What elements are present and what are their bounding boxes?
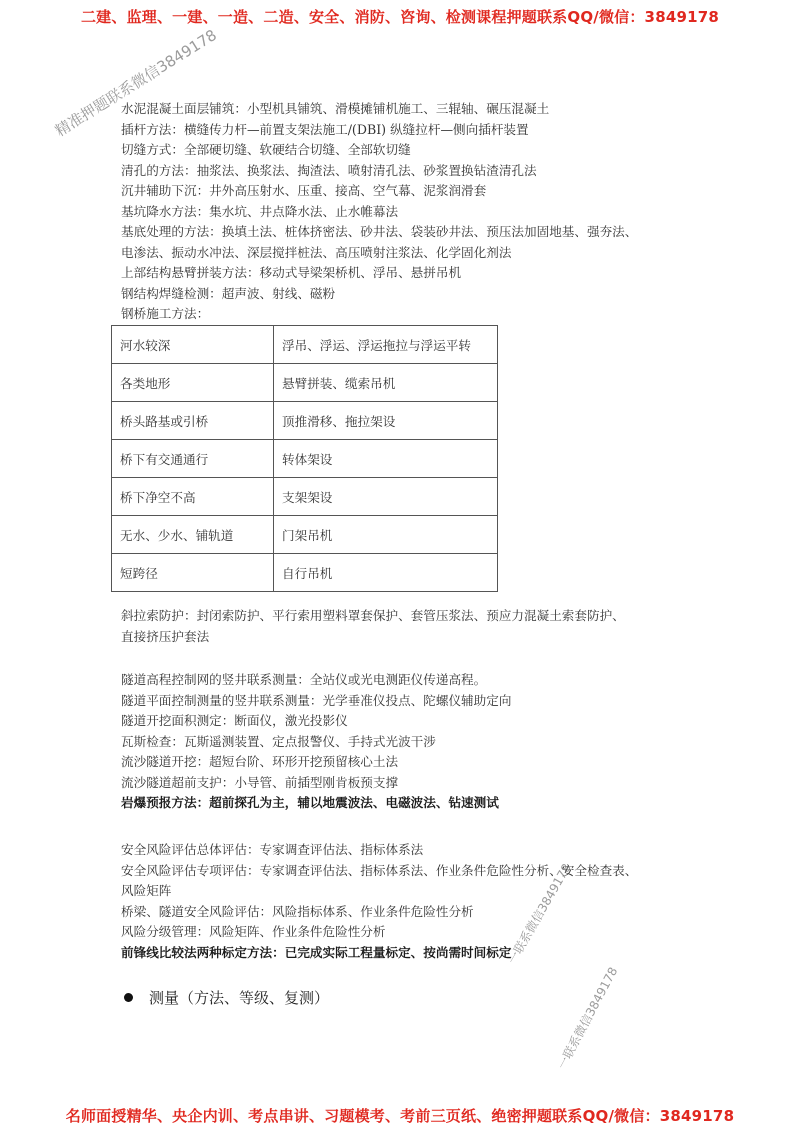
table-cell: 浮吊、浮运、浮运拖拉与浮运平转 <box>274 326 498 364</box>
construction-methods-list <box>121 99 721 325</box>
text-line: 水泥混凝土面层铺筑：小型机具铺筑、滑模摊铺机施工、三辊轴、碾压混凝土 <box>121 101 550 116</box>
table-cell: 桥下净空不高 <box>112 478 274 516</box>
text-line: 流沙隧道开挖：超短台阶、环形开挖预留核心土法 <box>121 754 399 769</box>
cable-protection-paragraph <box>121 606 721 647</box>
watermark-text: 精准押题联系微信3849178 <box>51 25 220 141</box>
text-line-bold: 岩爆预报方法：超前探孔为主，辅以地震波法、电磁波法、钻速测试 <box>121 795 499 810</box>
text-line: 基坑降水方法：集水坑、井点降水法、止水帷幕法 <box>121 203 399 219</box>
table-cell: 支架架设 <box>274 478 498 516</box>
table-row <box>112 440 498 478</box>
table-cell: 自行吊机 <box>274 554 498 592</box>
text-line: 上部结构悬臂拼装方法：移动式导梁架桥机、浮吊、悬拼吊机 <box>121 265 462 280</box>
bullet-text: 测量（方法、等级、复测） <box>149 989 330 1007</box>
text-line: 隧道高程控制网的竖井联系测量：全站仪或光电测距仪传递高程。 <box>121 672 487 687</box>
text-line: 桥梁、隧道安全风险评估：风险指标体系、作业条件危险性分析 <box>121 903 474 919</box>
table-cell: 无水、少水、铺轨道 <box>112 516 274 554</box>
text-line: 隧道平面控制测量的竖井联系测量：光学垂准仪投点、陀螺仪辅助定向 <box>121 692 512 708</box>
text-line: 钢结构焊缝检测：超声波、射线、磁粉 <box>121 285 336 301</box>
text-line: 直接挤压护套法 <box>121 628 210 644</box>
table-cell: 各类地形 <box>112 364 274 402</box>
table-cell: 短跨径 <box>112 554 274 592</box>
text-line: 基底处理的方法：换填土法、桩体挤密法、砂井法、袋装砂井法、预压法加固地基、强夯法、 <box>121 224 638 239</box>
table-cell: 悬臂拼装、缆索吊机 <box>274 364 498 402</box>
text-line: 斜拉索防护：封闭索防护、平行索用塑料罩套保护、套管压浆法、预应力混凝土索套防护、 <box>121 608 625 623</box>
bullet-dot-icon <box>124 993 133 1002</box>
text-line: 流沙隧道超前支护：小导管、前插型刚肯板预支撑 <box>121 774 399 790</box>
text-line: 安全风险评估总体评估：专家调查评估法、指标体系法 <box>121 842 424 857</box>
risk-assessment-paragraph <box>121 840 721 963</box>
text-line: 清孔的方法：抽浆法、换浆法、掏渣法、喷射清孔法、砂浆置换钻渣清孔法 <box>121 162 537 178</box>
steel-bridge-methods-table <box>111 325 498 592</box>
watermark-text: 一联系微信3849178 <box>505 861 574 967</box>
text-line: 瓦斯检查：瓦斯遥测装置、定点报警仪、手持式光波干涉 <box>121 733 436 749</box>
text-line: 电渗法、振动水冲法、深层搅拌桩法、高压喷射注浆法、化学固化剂法 <box>121 244 512 260</box>
text-line: 风险矩阵 <box>121 883 172 898</box>
table-cell: 转体架设 <box>274 440 498 478</box>
text-line: 隧道开挖面积测定：断面仪，激光投影仪 <box>121 713 348 728</box>
text-line: 安全风险评估专项评估：专家调查评估法、指标体系法、作业条件危险性分析、安全检查表、 <box>121 862 638 878</box>
footer-banner: 名师面授精华、央企内训、考点串讲、习题模考、考前三页纸、绝密押题联系QQ/微信：3849178 <box>65 1107 735 1125</box>
text-line: 沉井辅助下沉：井外高压射水、压重、接高、空气幕、泥浆润滑套 <box>121 183 487 198</box>
bullet-item <box>124 987 329 1008</box>
text-line: 钢桥施工方法： <box>121 306 210 321</box>
table-row <box>112 402 498 440</box>
table-row <box>112 326 498 364</box>
header-banner: 二建、监理、一建、一造、二造、安全、消防、咨询、检测课程押题联系QQ/微信：3849178 <box>80 8 720 26</box>
text-line-bold: 前锋线比较法两种标定方法：已完成实际工程量标定、按尚需时间标定 <box>121 944 512 960</box>
table-row <box>112 554 498 592</box>
text-line: 插杆方法：横缝传力杆—前置支架法施工/(DBI) 纵缝拉杆—侧向插杆装置 <box>121 121 529 137</box>
table-cell: 桥头路基或引桥 <box>112 402 274 440</box>
tunnel-survey-paragraph <box>121 670 721 814</box>
table-row <box>112 516 498 554</box>
table-cell: 河水较深 <box>112 326 274 364</box>
table-row <box>112 478 498 516</box>
table-cell: 门架吊机 <box>274 516 498 554</box>
table-row <box>112 364 498 402</box>
text-line: 风险分级管理：风险矩阵、作业条件危险性分析 <box>121 924 386 939</box>
table-cell: 桥下有交通通行 <box>112 440 274 478</box>
text-line: 切缝方式：全部硬切缝、软硬结合切缝、全部软切缝 <box>121 142 411 157</box>
table-cell: 顶推滑移、拖拉架设 <box>274 402 498 440</box>
watermark-text: 一联系微信3849178 <box>554 964 621 1072</box>
